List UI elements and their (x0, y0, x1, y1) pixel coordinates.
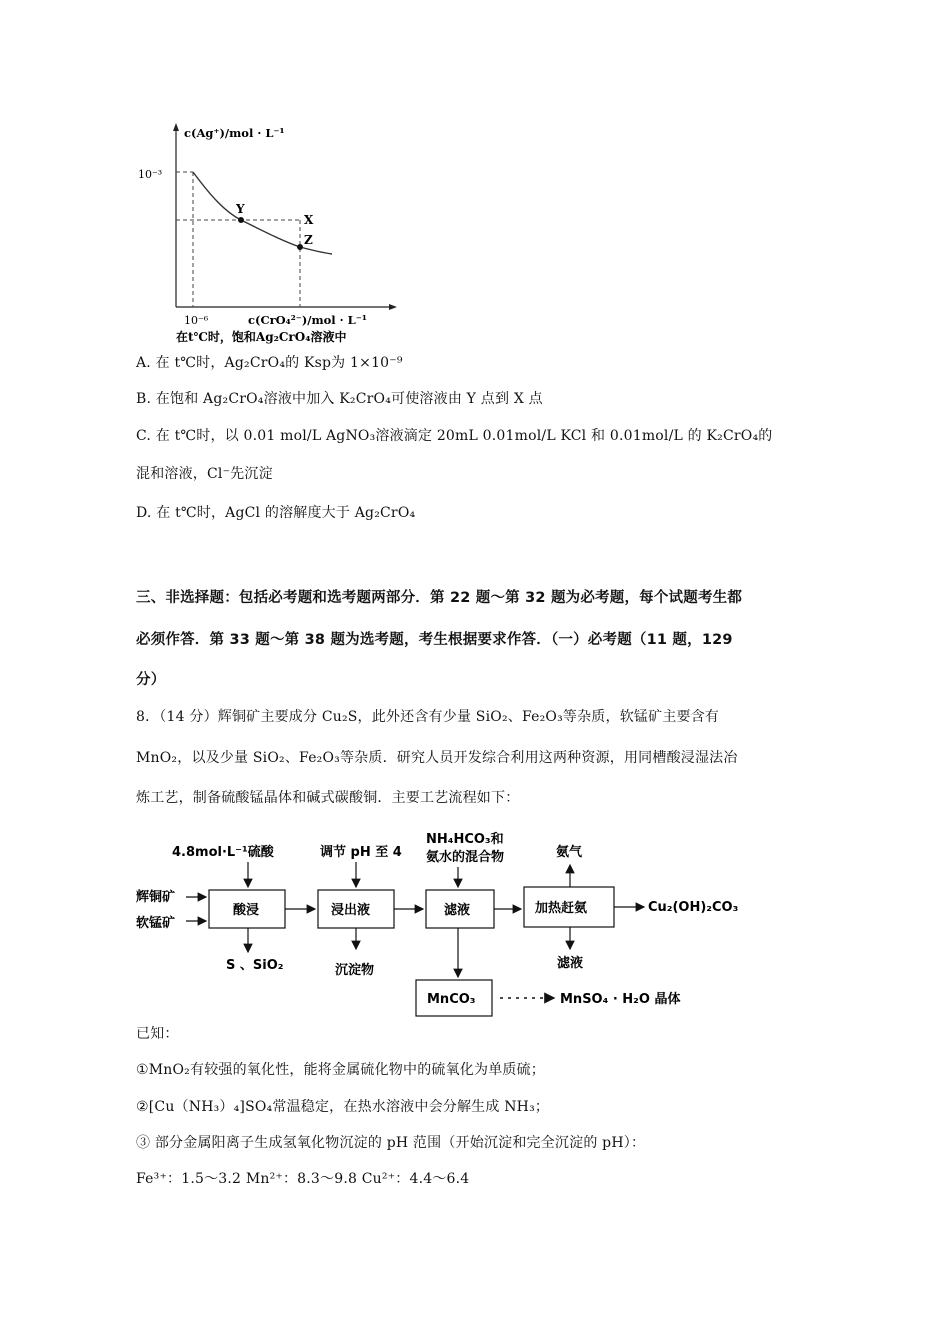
x-axis-label: c(CrO₄²⁻)/mol · L⁻¹ (248, 313, 367, 327)
label-z: Z (304, 233, 313, 247)
box-mnco3-label: MnCO₃ (427, 992, 476, 1007)
residue1-label: S 、SiO₂ (226, 958, 284, 973)
product-mn-label: MnSO₄ · H₂O 晶体 (560, 992, 681, 1007)
option-a: A. 在 t℃时，Ag₂CrO₄的 Ksp为 1×10⁻⁹ (136, 355, 403, 371)
nh4-label-2: 氨水的混合物 (426, 850, 505, 865)
option-c-line2: 混和溶液，Cl⁻先沉淀 (136, 466, 273, 482)
graph-caption: 在t℃时，饱和Ag₂CrO₄溶液中 (176, 330, 347, 344)
box-filtrate-label: 滤液 (444, 903, 471, 918)
known-title: 已知： (136, 1026, 179, 1042)
ore2-label: 软锰矿 (136, 916, 176, 931)
x-axis-arrow (389, 304, 397, 310)
y-tick-label: 10⁻³ (138, 168, 163, 181)
known-4: Fe³⁺：1.5～3.2 Mn²⁺：8.3～9.8 Cu²⁺：4.4～6.4 (136, 1171, 470, 1187)
known-3: ③ 部分金属阳离子生成氢氧化物沉淀的 pH 范围（开始沉淀和完全沉淀的 pH）： (136, 1135, 646, 1151)
residue3-label: 滤液 (557, 956, 584, 971)
option-b: B. 在饱和 Ag₂CrO₄溶液中加入 K₂CrO₄可使溶液由 Y 点到 X 点 (136, 391, 543, 407)
option-c-line1: C. 在 t℃时，以 0.01 mol/L AgNO₃溶液滴定 20mL 0.01mol/L KCl 和 0.01mol/L 的 K₂CrO₄的 (136, 428, 773, 444)
q8-line3: 炼工艺，制备硫酸锰晶体和碱式碳酸铜．主要工艺流程如下： (136, 790, 520, 806)
nh4-label-1: NH₄HCO₃和 (426, 832, 504, 847)
label-x: X (304, 213, 314, 227)
box-leach-label: 酸浸 (233, 903, 260, 918)
process-flowchart (130, 815, 770, 1020)
point-y (238, 217, 244, 223)
y-axis-arrow (173, 123, 179, 131)
q8-line2: MnO₂，以及少量 SiO₂、Fe₂O₃等杂质．研究人员开发综合利用这两种资源，用同槽酸浸湿法冶 (136, 750, 738, 766)
residue2-label: 沉淀物 (335, 963, 375, 978)
ammonia-gas-label: 氨气 (556, 845, 583, 860)
section3-line3: 分） (136, 672, 166, 688)
q8-line1: 8．（14 分）辉铜矿主要成分 Cu₂S，此外还含有少量 SiO₂、Fe₂O₃等杂质，软锰矿主要含有 (136, 709, 720, 725)
box-leachate-label: 浸出液 (331, 903, 371, 918)
y-axis-label: c(Ag⁺)/mol · L⁻¹ (184, 126, 285, 140)
acid-label: 4.8mol·L⁻¹硫酸 (172, 845, 274, 860)
option-d: D. 在 t℃时，AgCl 的溶解度大于 Ag₂CrO₄ (136, 505, 416, 521)
adjust-ph-label: 调节 pH 至 4 (320, 845, 402, 860)
box-heat-label: 加热赶氨 (535, 901, 588, 916)
section3-line1: 三、非选择题：包括必考题和选考题两部分．第 22 题～第 32 题为必考题，每个试题考生都 (136, 590, 743, 606)
section3-line2: 必须作答．第 33 题～第 38 题为选考题，考生根据要求作答．（一）必考题（11 题，129 (136, 632, 733, 648)
x-tick-label: 10⁻⁶ (184, 314, 209, 327)
product-cu-label: Cu₂(OH)₂CO₃ (648, 900, 739, 915)
point-z (297, 244, 303, 250)
solubility-graph (130, 120, 410, 350)
ore1-label: 辉铜矿 (136, 890, 176, 905)
known-1: ①MnO₂有较强的氧化性，能将金属硫化物中的硫氧化为单质硫； (136, 1062, 545, 1078)
label-y: Y (236, 202, 245, 216)
known-2: ②[Cu（NH₃）₄]SO₄常温稳定，在热水溶液中会分解生成 NH₃； (136, 1099, 550, 1115)
